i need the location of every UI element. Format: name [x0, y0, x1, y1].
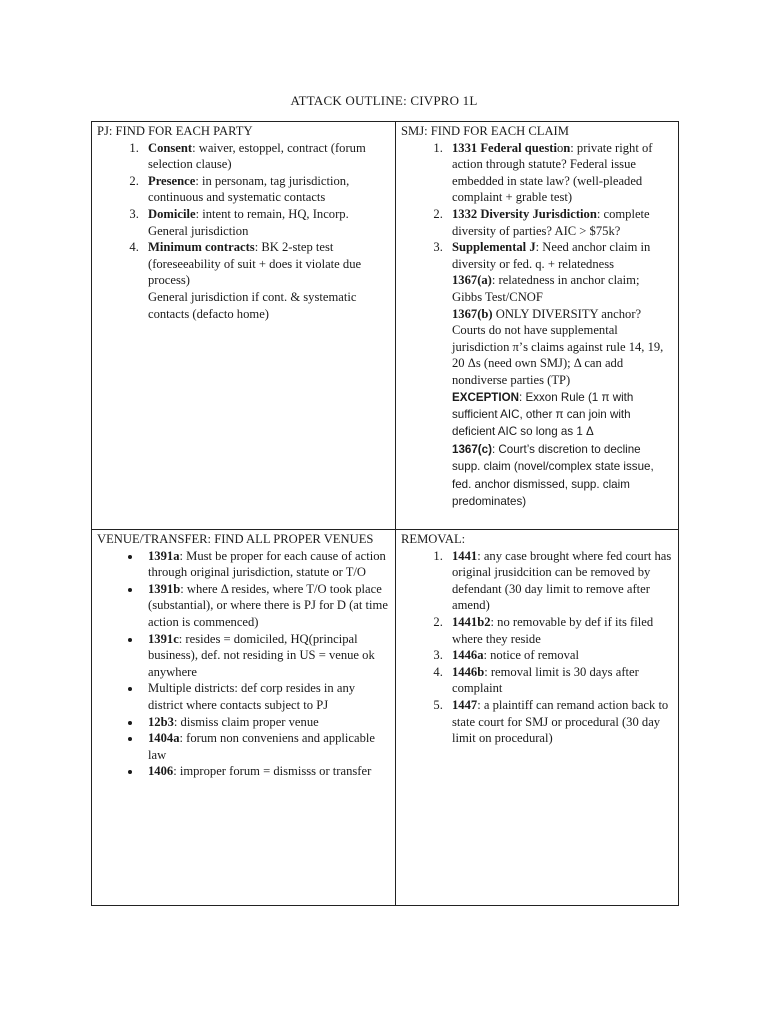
list-item: • 1391b: where Δ resides, where T/O took place (substantial), or where there is PJ for D (at time action is commenced)	[142, 581, 389, 631]
venue-cell	[92, 530, 396, 906]
smj-cell	[396, 122, 679, 530]
list-item: 2. Presence: in personam, tag jurisdiction, continuous and systematic contacts	[142, 173, 389, 206]
smj-list	[401, 140, 672, 511]
removal-cell	[396, 530, 679, 906]
outline-table	[91, 121, 679, 906]
pj-heading: PJ: FIND FOR EACH PARTY	[97, 124, 253, 138]
list-item: 3. Domicile: intent to remain, HQ, Incorp. General jurisdiction	[142, 206, 389, 239]
venue-heading: VENUE/TRANSFER: FIND ALL PROPER VENUES	[97, 532, 374, 546]
list-item: 1. Consent: waiver, estoppel, contract (forum selection clause)	[142, 140, 389, 173]
list-item: • 1404a: forum non conveniens and applicable law	[142, 730, 389, 763]
list-item: 4. 1446b: removal limit is 30 days after complaint	[446, 664, 672, 697]
list-item: 2. 1332 Diversity Jurisdiction: complete diversity of parties? AIC > $75k?	[446, 206, 672, 239]
list-item: • Multiple districts: def corp resides in any district where contacts subject to PJ	[142, 680, 389, 713]
list-item: 3. 1446a: notice of removal	[446, 647, 672, 664]
list-item: • 1391c: resides = domiciled, HQ(principal business), def. not residing in US = venue ok anywhere	[142, 631, 389, 681]
venue-list	[97, 548, 389, 780]
list-item: • 1406: improper forum = dismisss or transfer	[142, 763, 389, 780]
list-item: • 12b3: dismiss claim proper venue	[142, 714, 389, 731]
smj-heading: SMJ: FIND FOR EACH CLAIM	[401, 124, 569, 138]
document-title: ATTACK OUTLINE: CIVPRO 1L	[290, 93, 478, 108]
list-item: 4. Minimum contracts: BK 2-step test (foreseeability of suit + does it violate due process) General jurisdiction if cont. & systematic contacts (defacto home)	[142, 239, 389, 322]
pj-list	[97, 140, 389, 323]
removal-list	[401, 548, 672, 747]
list-item: 2. 1441b2: no removable by def if its filed where they reside	[446, 614, 672, 647]
list-item: 5. 1447: a plaintiff can remand action back to state court for SMJ or procedural (30 day limit on procedural)	[446, 697, 672, 747]
list-item: 3. Supplemental J: Need anchor claim in diversity or fed. q. + relatedness 1367(a): relatedness in anchor claim; Gibbs Test/CNOF 1367(b) ONLY DIVERSITY anchor? Courts do not have supplemental jurisdiction π’s claims against rule 14, 19, 20 Δs (need own SMJ); Δ can add nondiverse parties (TP) EXCEPTION: Exxon Rule (1 π with sufficient AIC, other π can join with deficient AIC so long as 1 Δ 1367(c): Court’s discretion to decline supp. claim (novel/complex state issue, fed. anchor dismissed, supp. claim predominates)	[446, 239, 672, 510]
pj-cell	[92, 122, 396, 530]
list-item: 1. 1441: any case brought where fed court has original jrusidcition can be removed by defendant (30 day limit to remove after amend)	[446, 548, 672, 614]
removal-heading: REMOVAL:	[401, 532, 466, 546]
list-item: • 1391a: Must be proper for each cause of action through original jurisdiction, statute or T/O	[142, 548, 389, 581]
list-item: 1. 1331 Federal question: private right of action through statute? Federal issue embedded in state law? (well-pleaded complaint + grable test)	[446, 140, 672, 206]
